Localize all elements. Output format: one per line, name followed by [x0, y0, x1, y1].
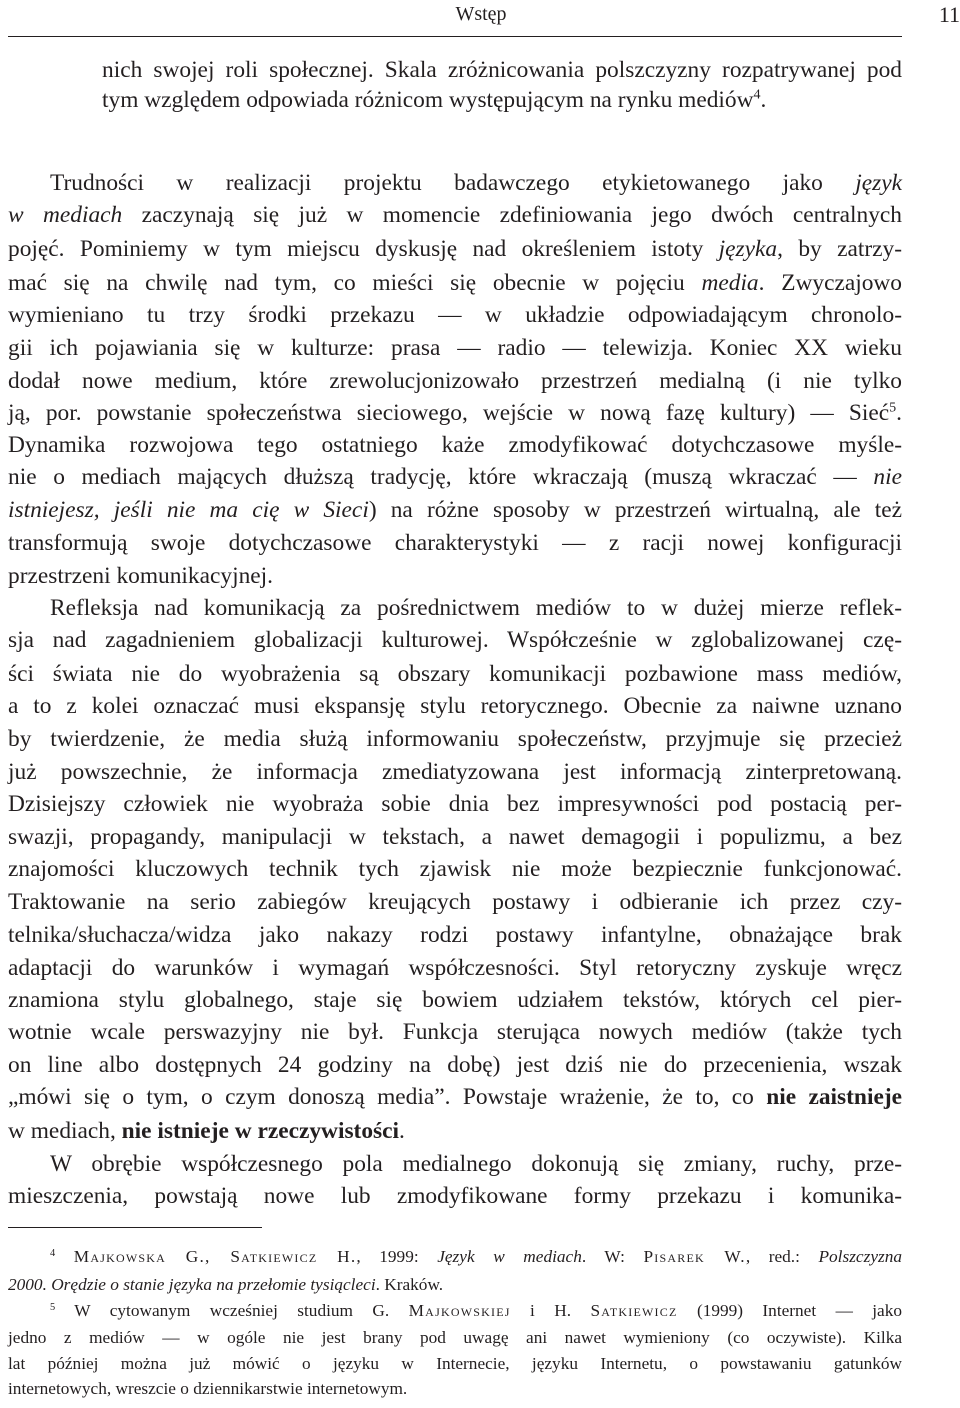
- text-line: wymieniano tu trzy środki przekazu — w układzie odpowiadającym chronolo-: [8, 302, 902, 328]
- text-line: w mediach, nie istnieje w rzeczywistości.: [8, 1118, 405, 1144]
- page-number: 11: [938, 2, 960, 27]
- text-line: „mówi się o tym, o czym donoszą media”. Powstaje wrażenie, że to, co nie zaistnieje: [8, 1084, 902, 1110]
- footnote-5-cont: lat później można już mówić o języku w Internecie, języku Internetu, o powstawaniu gatunków: [8, 1354, 902, 1373]
- text-line: mać się na chwilę nad tym, co mieści się obecnie w pojęciu media. Zwyczajowo: [8, 270, 902, 296]
- footnote-4: $^4$ Majkowska G., Satkiewicz H., 1999: Język w mediach. W: Pisarek W., red.: Polszczyzna: [50, 1247, 903, 1266]
- text-line: ją, por. powstanie społeczeństwa sieciowego, wejście w nową fazę kultury) — Sieć$^5$.: [8, 399, 902, 426]
- text-line: przestrzeni komunikacyjnej.: [8, 563, 273, 589]
- text-line: istniejesz, jeśli nie ma cię w Sieci) na różne sposoby w przestrzeń wirtualną, ale też: [8, 497, 903, 523]
- text-line: Dynamika rozwojowa tego ostatniego każe zmodyfikować dotychczasowe myśle-: [8, 432, 902, 458]
- text-line: w mediach zaczynają się już w momencie zdefiniowania jego dwóch centralnych: [8, 202, 902, 228]
- footnote-separator: [8, 1227, 262, 1228]
- text-line: Traktowanie na serio zabiegów kreujących postawy i odbieranie ich przez czy-: [8, 889, 902, 915]
- header-rule: [8, 36, 902, 37]
- text-line: a to z kolei oznaczać musi ekspansję stylu retorycznego. Obecnie za naiwne uznano: [8, 693, 902, 719]
- footnote-5: $^5$ W cytowanym wcześniej studium G. Majkowskiej i H. Satkiewicz (1999) Internet — jako: [50, 1301, 903, 1320]
- text-line: Dzisiejszy człowiek nie wyobraża sobie dnia bez impresywności pod postacią per-: [8, 791, 902, 817]
- footnote-4-cont: 2000. Orędzie o stanie języka na przełomie tysiącleci. Kraków.: [8, 1275, 444, 1294]
- text-line: ści świata nie do wyobrażenia są obszary komunikacji pozbawione mass mediów,: [8, 661, 902, 687]
- text-line: on line albo dostępnych 24 godziny na dobę) jest dziś nie do przecenienia, wszak: [8, 1052, 902, 1078]
- text-line: swazji, propagandy, manipulacji w tekstach, a nawet demagogii i populizmu, a bez: [8, 824, 902, 850]
- text-line: znamiona stylu globalnego, staje się bowiem udziałem tekstów, których cel pier-: [8, 987, 902, 1013]
- text-line: nie o mediach mających dłuższą tradycję, które wkraczają (muszą wkraczać — nie: [8, 464, 902, 490]
- text-line: znajomości kluczowych technik tych zjawisk nie może bezpiecznie funkcjonować.: [8, 856, 902, 882]
- footnote-ref[interactable]: 4: [753, 86, 761, 103]
- running-header-title: Wstęp: [455, 3, 507, 25]
- text-line: Trudności w realizacji projektu badawczego etykietowanego jako język: [50, 170, 902, 196]
- text-line: dodał nowe medium, które zrewolucjonizowało przestrzeń medialną (i nie tylko: [8, 368, 902, 394]
- text-line: by twierdzenie, że media służą informowaniu społeczeństw, przyjmuje się przecież: [8, 726, 902, 752]
- text-line: gii ich pojawiania się w kulturze: prasa — radio — telewizja. Koniec XX wieku: [8, 335, 902, 361]
- footnote-5-cont: internetowych, wreszcie o dziennikarstwie internetowym.: [8, 1379, 408, 1398]
- text-line: sja nad zagadnieniem globalizacji kulturowej. Współcześnie w zglobalizowanej czę-: [8, 627, 902, 653]
- text-line: mieszczenia, powstają nowe lub zmodyfikowane formy przekazu i komunika-: [8, 1183, 902, 1209]
- text-line: adaptacji do warunków i wymagań współczesności. Styl retoryczny zyskuje wręcz: [8, 955, 902, 981]
- text-line: Refleksja nad komunikacją za pośrednictwem mediów to w dużej mierze reflek-: [50, 595, 902, 621]
- text-line: tym względem odpowiada różnicom występującym na rynku mediów$^4$.: [102, 86, 767, 113]
- text-line: wotnie wcale perswazyjny nie był. Funkcja sterująca nowych mediów (także tych: [8, 1019, 902, 1045]
- text-line: już powszechnie, że informacja zmediatyzowana jest informacją zinterpretowaną.: [8, 759, 902, 785]
- footnote-ref[interactable]: 5: [889, 399, 897, 416]
- text-line: pojęć. Pominiemy w tym miejscu dyskusję nad określeniem istoty języka, by zatrzy-: [8, 236, 903, 262]
- text-line: nich swojej roli społecznej. Skala zróżnicowania polszczyzny rozpatrywanej pod: [102, 57, 902, 83]
- text-line: telnika/słuchacza/widza jako nakazy rodzi postawy infantylne, obnażające brak: [8, 922, 902, 948]
- text-line: transformują swoje dotychczasowe charakterystyki — z racji nowej konfiguracji: [8, 530, 902, 556]
- footnote-5-cont: jedno z mediów — w ogóle nie jest brany pod uwagę ani nawet wymieniony (co oczywiste). Kilka: [8, 1328, 902, 1347]
- text-line: W obrębie współczesnego pola medialnego dokonują się zmiany, ruchy, prze-: [50, 1151, 902, 1177]
